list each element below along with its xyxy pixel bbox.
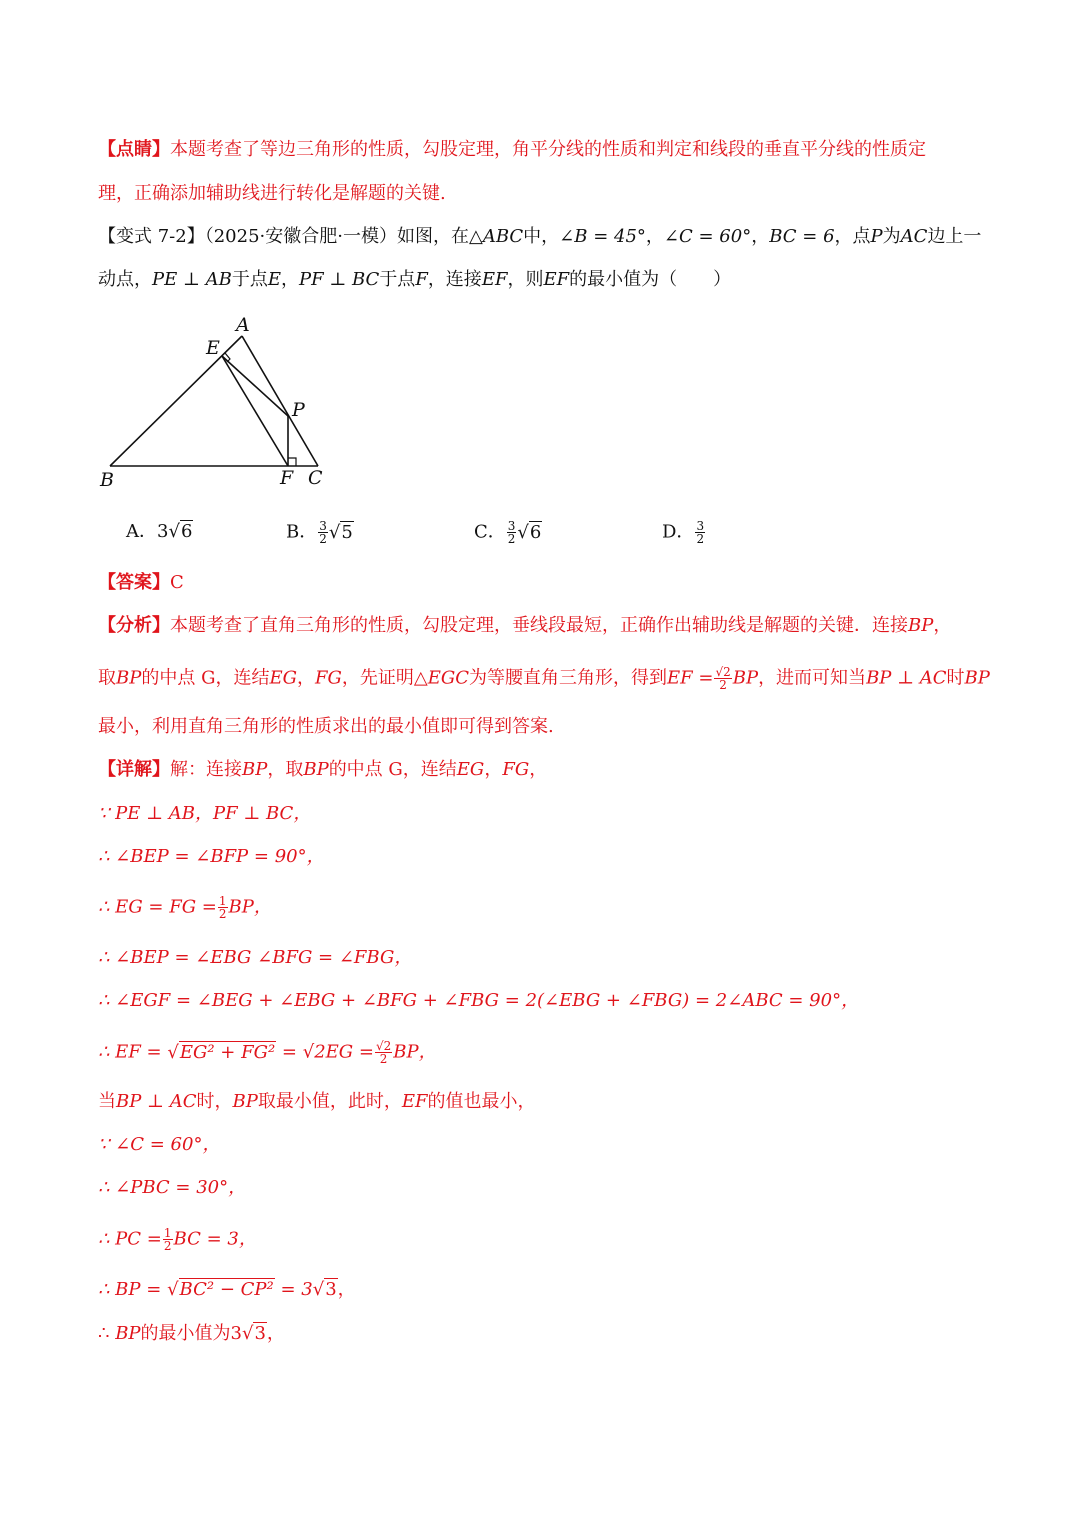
text: ， [529,759,548,780]
numerator: 3 [696,519,705,533]
tip-line-1 [98,138,926,162]
bp-perp-ac: BP ⊥ AC [116,1091,197,1112]
analysis-line-3 [98,715,554,739]
radicand: 3 [254,1323,266,1344]
right-angle-mark-f [288,458,296,466]
text: 的值也最小， [427,1091,536,1112]
text: ， [281,269,299,290]
problem-label: 【变式 7-2】 [98,226,205,247]
text: 最小，利用直角三角形的性质求出的最小值即可得到答案. [98,716,554,737]
equation: ∴ EF = [98,1041,162,1063]
sqrt: √BC² − CP² [167,1279,274,1300]
option-c[interactable] [474,520,542,545]
text: 为等腰直角三角形，得到 [469,667,667,689]
label-e: E [206,337,220,359]
problem-line-2 [98,268,731,292]
sqrt: √3 [312,1279,337,1300]
numerator: √2 [375,1039,392,1053]
denominator: 2 [507,532,516,546]
label-c: C [308,467,323,489]
equation: ∴ EG = FG = [98,896,217,918]
analysis-line-2 [98,666,990,691]
triangle-symbol: △ [413,667,428,689]
equation: 2EG = [314,1041,374,1063]
denominator: 2 [719,678,727,692]
detail-step-3 [98,895,272,920]
sqrt: √6 [517,521,542,543]
numerator: 3 [319,519,327,533]
answer-line [98,571,184,595]
fraction [218,895,228,920]
segment-pe [222,356,288,416]
segment-ef [222,356,288,466]
detail-line-1 [98,758,547,782]
point-e: E [267,269,281,290]
side-ac [242,336,318,466]
text: 的中点 G，连结 [141,667,270,689]
detail-step-10 [98,1227,257,1252]
radicand: EG² + FG² [179,1041,276,1063]
text: 解：连接 [170,759,242,780]
text: ， [266,1323,285,1344]
text: ， [337,1279,356,1300]
equation: ∴ PC = [98,1228,162,1250]
segment-ef: EF [401,1091,428,1112]
detail-step-11 [98,1278,356,1302]
detail-step-7 [98,1090,535,1114]
fraction [318,520,328,545]
numerator: √2 [715,665,731,679]
option-letter: C． [474,521,506,543]
denominator: 2 [218,907,227,921]
equation: BC = 3， [173,1228,257,1250]
denominator: 2 [696,532,705,546]
segment-bp: BP [116,667,142,689]
detail-step-4: ∴ ∠BEP = ∠EBG ∠BFG = ∠FBG， [98,947,413,968]
equation: BP， [393,1041,437,1063]
point-p: P [870,226,883,247]
denominator: 2 [379,1052,388,1066]
text: ，连接 [427,269,482,290]
text: 于点 [379,269,416,290]
pf-perp: PF ⊥ BC [299,269,380,290]
text: ， [296,667,315,689]
text: ， [645,226,664,247]
detail-step-1: ∵ PE ⊥ AB，PF ⊥ BC， [98,803,312,824]
text: ，进而可知当 [758,667,867,689]
segment-ef: EF [543,269,570,290]
text: 时， [196,1091,233,1112]
option-a[interactable] [126,520,193,544]
text: 于点 [231,269,268,290]
equation: BP， [228,896,272,918]
text: 的最小值为3 [140,1323,242,1344]
text: 为 [882,226,901,247]
detail-step-6: ∴ EF = √EG² + FG² = √2EG = $\frac{√2}{2}$ BP， [98,1039,437,1066]
text: ， [933,615,952,636]
answer-label: 【答案】 [98,572,170,593]
segment-ef: EF [481,269,508,290]
tip-text-2: 理，正确添加辅助线进行转化是解题的关键. [98,183,446,204]
analysis-line-1 [98,614,951,638]
text: ， [751,226,770,247]
text: 时 [946,667,965,689]
point-f: F [415,269,428,290]
radicand: 3 [325,1279,337,1300]
radicand: 5 [341,521,353,543]
segment-eg: EG [269,667,297,689]
sqrt: √5 [328,521,353,543]
segment-ac: AC [900,226,928,247]
segment-bp: BP [232,1091,258,1112]
detail-step-9: ∴ ∠PBC = 30°， [98,1177,247,1198]
triangle-symbol: △ [468,226,483,247]
segment-bp: BP [964,667,990,689]
analysis-label: 【分析】 [98,615,170,636]
text: ∴ [98,1323,110,1344]
text: ，则 [507,269,544,290]
triangle-name: ABC [482,226,524,247]
problem-source: （2025·安徽合肥·一模）如图，在 [204,226,469,247]
tip-text-1: 本题考查了等边三角形的性质，勾股定理，角平分线的性质和判定和线段的垂直平分线的性质定 [170,139,926,160]
text: 的中点 G，连结 [328,759,457,780]
fraction [163,1227,173,1252]
triangle-egc: EGC [427,667,469,689]
text: 动点， [98,269,152,290]
text: 取 [98,667,116,689]
tip-line-2 [98,182,446,206]
fraction [695,520,705,545]
problem-line-1 [98,225,981,249]
option-coef: 3 [157,521,169,542]
bp-perp-ac: BP ⊥ AC [866,667,947,689]
numerator: 1 [163,1226,172,1240]
detail-step-2: ∴ ∠BEP = ∠BFP = 90°， [98,846,325,867]
denominator: 2 [319,532,327,546]
segment-eg: EG [456,759,485,780]
tip-label: 【点睛】 [98,139,170,160]
label-a: A [236,314,250,336]
text: 当 [98,1091,116,1112]
option-letter: B． [286,521,318,543]
label-b: B [100,469,114,491]
detail-step-12 [98,1322,285,1346]
text: 边上一 [927,226,982,247]
text: 本题考查了直角三角形的性质，勾股定理，垂线段最短，正确作出辅助线是解题的关键．连接 [170,615,908,636]
segment-fg: FG [502,759,530,780]
fraction [375,1040,392,1065]
detail-step-5: ∴ ∠EGF = ∠BEG + ∠EBG + ∠BFG + ∠FBG = 2(∠EBG + ∠FBG) = 2∠ABC = 90°， [98,990,860,1011]
detail-label: 【详解】 [98,759,170,780]
option-d[interactable] [662,520,706,545]
text: ， [484,759,503,780]
fraction [714,666,731,691]
segment-bp: BP [732,667,759,689]
equation: = 3 [280,1279,313,1300]
fraction [507,520,517,545]
sqrt: √6 [168,521,193,542]
condition-c: ∠C = 60° [663,226,752,247]
segment-bp: BP [303,759,329,780]
text: ，先证明 [341,667,414,689]
numerator: 3 [507,519,516,533]
label-f: F [280,467,294,489]
condition-b: ∠B = 45° [559,226,646,247]
denominator: 2 [163,1239,172,1253]
segment-bp: BP [908,615,934,636]
answer-value: C [170,572,184,593]
sqrt: √EG² + FG² [167,1041,276,1063]
option-letter: D． [662,521,695,543]
text: 的最小值为（ ） [569,269,732,290]
text: 取最小值，此时， [257,1091,402,1112]
equation: = [281,1041,297,1063]
text: ，点 [834,226,871,247]
geometry-figure [96,312,336,497]
segment-bp: BP [115,1323,141,1344]
label-p: P [292,399,305,421]
segment-bp: BP [242,759,268,780]
pe-perp: PE ⊥ AB [152,269,232,290]
option-b[interactable] [286,520,354,545]
option-letter: A． [126,521,157,542]
numerator: 1 [218,894,227,908]
equation: EF = [667,667,714,689]
text: 中， [523,226,560,247]
side-ab [110,336,242,466]
sqrt: √3 [241,1323,266,1344]
segment-fg: FG [314,667,342,689]
radicand: BC² − CP² [179,1279,274,1300]
radicand: 6 [180,521,193,542]
equation: ∴ BP = [98,1279,162,1300]
condition-bc: BC = 6 [769,226,835,247]
detail-step-8: ∵ ∠C = 60°， [98,1134,221,1155]
radicand: 6 [529,521,542,543]
text: ，取 [267,759,304,780]
